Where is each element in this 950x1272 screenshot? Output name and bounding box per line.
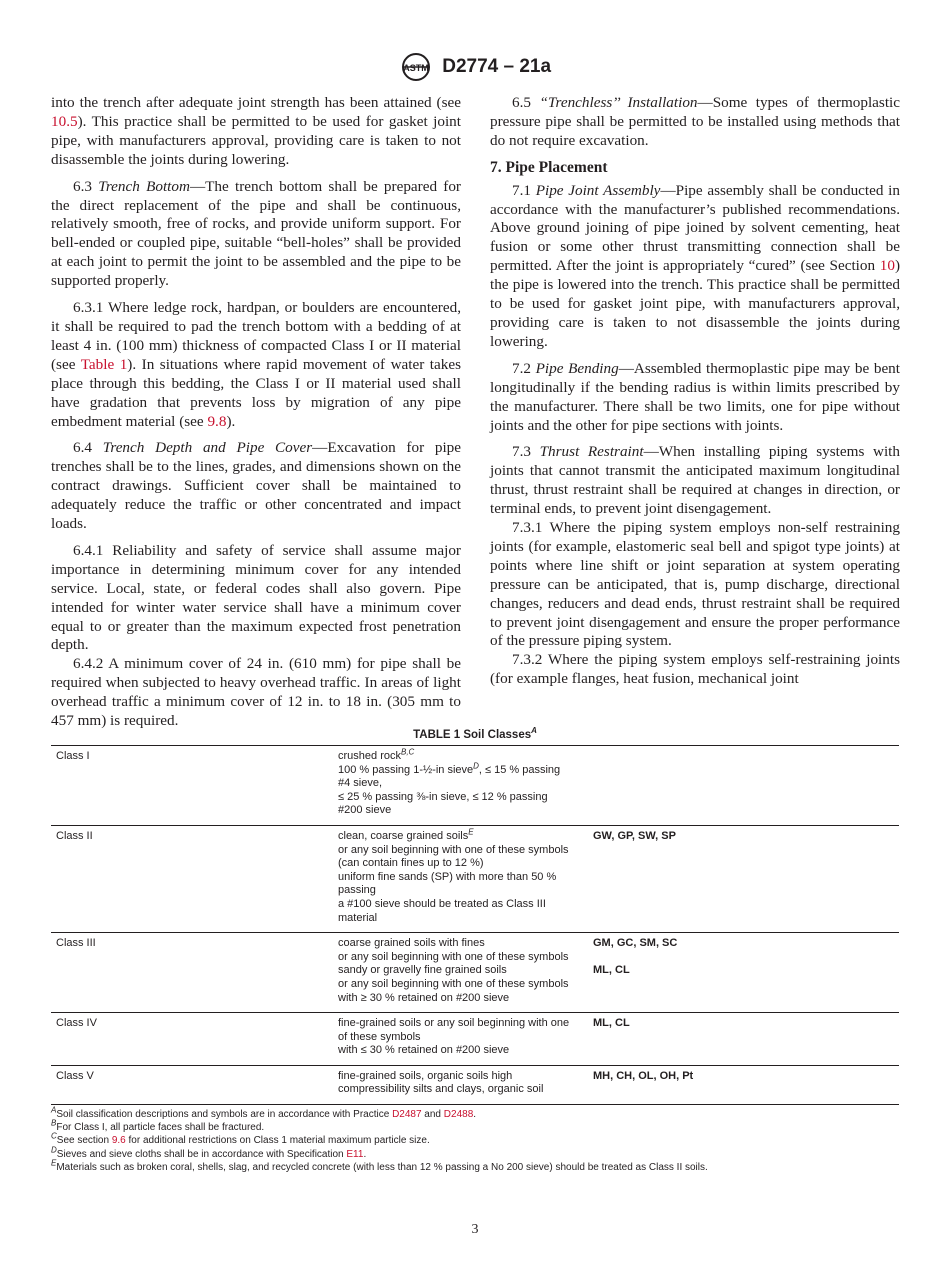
symbols-cell: ML, CL [588, 1013, 899, 1066]
description-cell: fine-grained soils or any soil beginning with one of these symbols with ≤ 30 % retained on #200 sieve [333, 1013, 588, 1066]
description-cell: clean, coarse grained soils$^E$ or any soil beginning with one of these symbols (can contain fines up to 12 %) uniform fine sands (SP) with more than 50 % passing a #100 sieve should be treated as Class III material [333, 825, 588, 932]
left-column [51, 94, 461, 739]
section-6-4: 6.4 Trench Depth and Pipe Cover—Excavation for pipe trenches shall be to the lines, grades, and dimensions shown on the contract drawings. Sufficient cover shall be maintained to adequately reduce the traffic or other concentrated and impact loads. [51, 439, 462, 533]
page-number: 3 [471, 1222, 479, 1237]
astm-logo-icon [399, 52, 433, 82]
class-cell: Class IV [51, 1013, 333, 1066]
right-column [490, 94, 900, 689]
class-cell: Class III [51, 933, 333, 1013]
section-6-3-1: 6.3.1 Where ledge rock, hardpan, or boulders are encountered, it shall be required to pad the trench bottom with a bedding of at least 4 in. (100 mm) thickness of compacted Class I or II material (see Table 1). In situations where rapid movement of water takes place through this bedding, the Class I or II material used shall have gradation that prevents loss by migration of any pipe embedment material (see 9.8). [51, 299, 461, 430]
ref-table-1[interactable]: Table 1 [80, 355, 128, 373]
table-footnotes [51, 1105, 911, 1174]
paragraph-continued: into the trench after adequate joint strength has been attained (see 10.5). This practice shall be permitted to be used for gasket joint pipe, with manufacturers approval, providing care is taken to not disassemble the joints during lowering. [51, 94, 461, 168]
section-7-1: 7.1 Pipe Joint Assembly—Pipe assembly shall be conducted in accordance with the manufacturer’s published recommendations. Above ground joining of pipe joined by solvent cementing, heat fusion or some other thrust transmitting connection shall be permitted. After the joint is appropriately “cured” (see Section 10) the pipe is lowered into the trench. This practice shall be permitted to be used for gasket joint pipe, with manufacturers approval, providing care is taken to not disassemble the joints during lowering. [490, 181, 900, 350]
class-cell: Class V [56, 1069, 94, 1082]
footnote-e: $^E$Materials such as broken coral, shells, slag, and recycled concrete (with less than 12 % passing a No 200 sieve) should be treated as Class II soils. [51, 1158, 708, 1173]
soil-classes-table [51, 745, 899, 1105]
section-6-4-2: 6.4.2 A minimum cover of 24 in. (610 mm) for pipe shall be required when subjected to heavy overhead traffic. In areas of light overhead traffic a minimum cover of 12 in. to 18 in. (305 mm to 457 mm) is required. [51, 655, 461, 730]
description-cell: coarse grained soils with fines or any soil beginning with one of these symbols sandy or gravelly fine grained soils or any soil beginning with one of these symbols with ≥ 30 % retained on #200 sieve [333, 933, 588, 1013]
table-row [51, 933, 899, 1013]
ref-e11[interactable]: E11 [346, 1148, 364, 1160]
ref-d2488[interactable]: D2488 [443, 1109, 474, 1120]
ref-section-10[interactable]: 10 [879, 257, 895, 275]
table-row [51, 1013, 899, 1066]
symbols-cell: GW, GP, SW, SP [588, 825, 899, 932]
section-6-5: 6.5 “Trenchless’’ Installation—Some types of thermoplastic pressure pipe shall be permitted to be installed using methods that do not require excavation. [490, 94, 901, 149]
table-title: TABLE 1 Soil Classes$^A$ [413, 726, 537, 741]
section-6-3: 6.3 Trench Bottom—The trench bottom shall be prepared for the direct replacement of the pipe and shall be continuous, relatively smooth, free of rocks, and provide uniform support. For bell-ended or coupled pipe, suitable “bell-holes” shall be provided at each joint to permit the joint to be assembled and the pipe to be supported properly. [51, 177, 461, 290]
footnote-c: $^C$See section 9.6 for additional restrictions on Class 1 material maximum particle size. [51, 1132, 430, 1147]
class-cell: Class I [51, 746, 333, 826]
class-cell: Class II [51, 825, 333, 932]
section-7-heading: 7. Pipe Placement [490, 158, 608, 176]
section-7-3-2: 7.3.2 Where the piping system employs self-restraining joints (for example flanges, heat fusion, mechanical joint [490, 651, 900, 688]
footnote-a: $^A$Soil classification descriptions and symbols are in accordance with Practice D2487 and D2488. [51, 1105, 477, 1120]
description-cell: fine-grained soils, organic soils high compressibility silts and clays, organic soil [338, 1069, 544, 1096]
section-7-3-1: 7.3.1 Where the piping system employs non-self restraining joints (for example, elastomeric seal bell and spigot type joints) at points where line shift or joint separation at system operating pressure can be anticipated, that is, pump discharge, directional changes, reducers and dead ends, thrust restraint shall be required to prevent joint disengagement and ensure the proper performance of the pressure piping system. [490, 519, 900, 650]
footnote-d: $^D$Sieves and sieve cloths shall be in accordance with Specification E11. [51, 1145, 367, 1160]
description-cell: crushed rock$^{B,C}$ 100 % passing 1-½-in sieve$^D$, ≤ 15 % passing #4 sieve, ≤ 25 % passing ⅜-in sieve, ≤ 12 % passing #200 sieve [333, 746, 588, 826]
table-row [51, 825, 899, 932]
footnote-b: $^B$For Class I, all particle faces shall be fractured. [51, 1118, 265, 1134]
section-7-3: 7.3 Thrust Restraint—When installing piping systems with joints that cannot transmit the anticipated maximum longitudinal thrust, thrust restraint shall be required at changes in direction, or terminal ends, to prevent joint disengagement. [490, 443, 900, 518]
symbols-cell: GM, GC, SM, SC ML, CL [588, 933, 899, 1013]
section-6-4-1: 6.4.1 Reliability and safety of service shall assume major importance in determining minimum cover for any intended service. Local, state, or federal codes shall also govern. Pipe intended for winter water service shall have a minimum cover equal to or greater than the maximum expected frost penetration depth. [51, 541, 461, 654]
symbols-cell: MH, CH, OL, OH, Pt [593, 1069, 694, 1082]
table-row [51, 746, 899, 826]
ref-9-8[interactable]: 9.8 [207, 412, 227, 430]
ref-9-6[interactable]: 9.6 [111, 1135, 126, 1147]
ref-10-5[interactable]: 10.5 [51, 112, 78, 130]
symbols-cell [588, 746, 899, 826]
logo-text: ASTM [403, 63, 429, 73]
table-row [51, 1065, 899, 1104]
page-header [0, 52, 950, 82]
ref-d2487[interactable]: D2487 [392, 1109, 422, 1120]
section-7-2: 7.2 Pipe Bending—Assembled thermoplastic pipe may be bent longitudinally if the bending radius is within limits prescribed by the manufacturer. There shall be two limits, one for pipe without joints and the other for pipe sections with joints. [490, 359, 900, 434]
standard-designation: D2774 – 21a [442, 56, 552, 78]
